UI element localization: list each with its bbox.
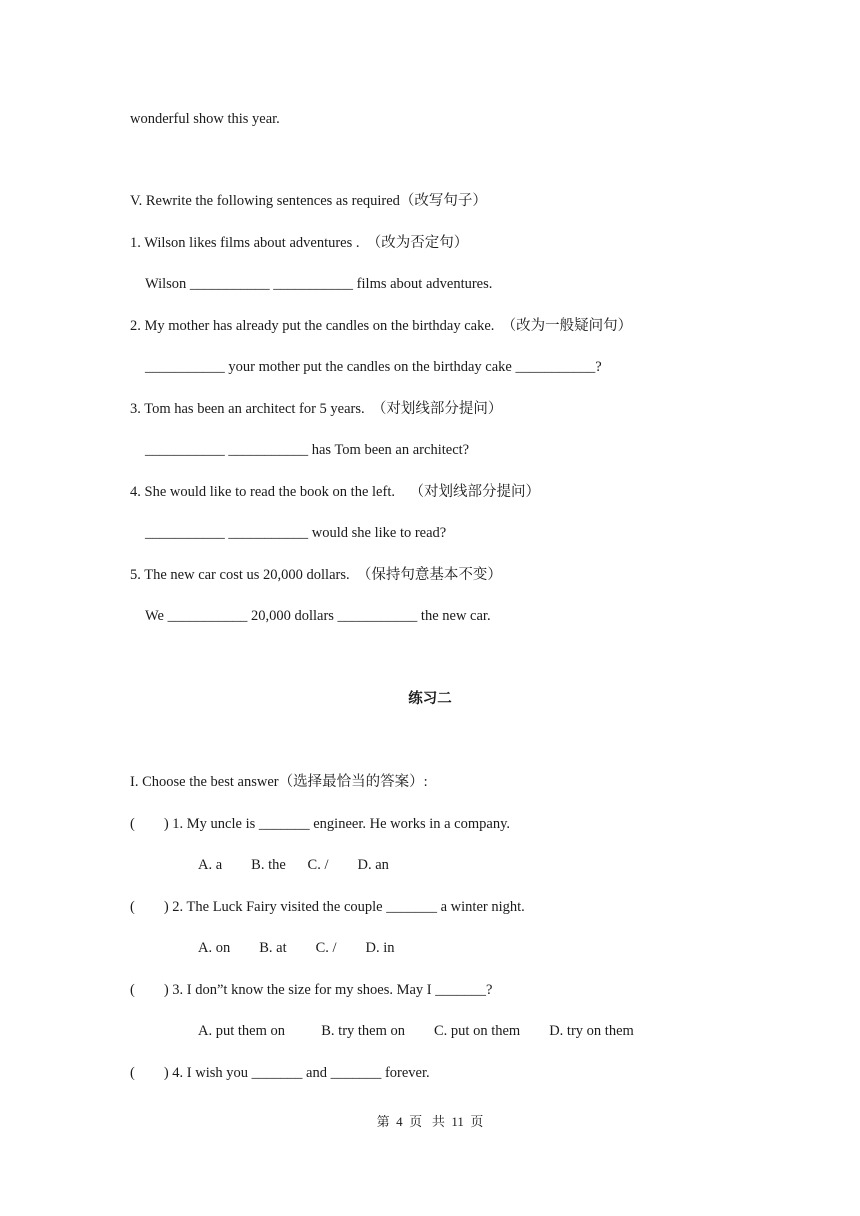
mc-question-1: ( ) 1. My uncle is _______ engineer. He works in a company. [130,816,511,832]
rewrite-question-5: 5. The new car cost us 20,000 dollars. （保持句意基本不变） [130,567,502,583]
mc-question-4: ( ) 4. I wish you _______ and _______ forever. [130,1065,430,1081]
section-i-heading: I. Choose the best answer（选择最恰当的答案）: [130,774,428,790]
rewrite-answer-4: ___________ ___________ would she like to read? [145,525,447,541]
mc-options-1: A. a B. the C. / D. an [198,857,389,873]
page-footer: 第 4 页 共 11 页 [376,1114,484,1129]
mc-options-3: A. put them on B. try them on C. put on them D. try on them [198,1023,634,1039]
mc-question-3: ( ) 3. I don”t know the size for my shoes. May I _______? [130,982,493,998]
rewrite-answer-5: We ___________ 20,000 dollars ___________ the new car. [145,608,491,624]
rewrite-answer-1: Wilson ___________ ___________ films about adventures. [145,276,493,292]
mc-options-2: A. on B. at C. / D. in [198,940,395,956]
exercise-title: 练习二 [408,691,452,707]
rewrite-question-1: 1. Wilson likes films about adventures . （改为否定句） [130,235,469,251]
rewrite-question-3: 3. Tom has been an architect for 5 years. （对划线部分提问） [130,401,503,417]
rewrite-question-2: 2. My mother has already put the candles on the birthday cake. （改为一般疑问句） [130,318,633,334]
rewrite-answer-3: ___________ ___________ has Tom been an architect? [145,442,470,458]
rewrite-question-4: 4. She would like to read the book on the left. （对划线部分提问） [130,484,540,500]
section-v-heading: V. Rewrite the following sentences as required（改写句子） [130,193,487,209]
continuation-text: wonderful show this year. [130,111,280,127]
rewrite-answer-2: ___________ your mother put the candles on the birthday cake ___________? [145,359,602,375]
mc-question-2: ( ) 2. The Luck Fairy visited the couple _______ a winter night. [130,899,525,915]
